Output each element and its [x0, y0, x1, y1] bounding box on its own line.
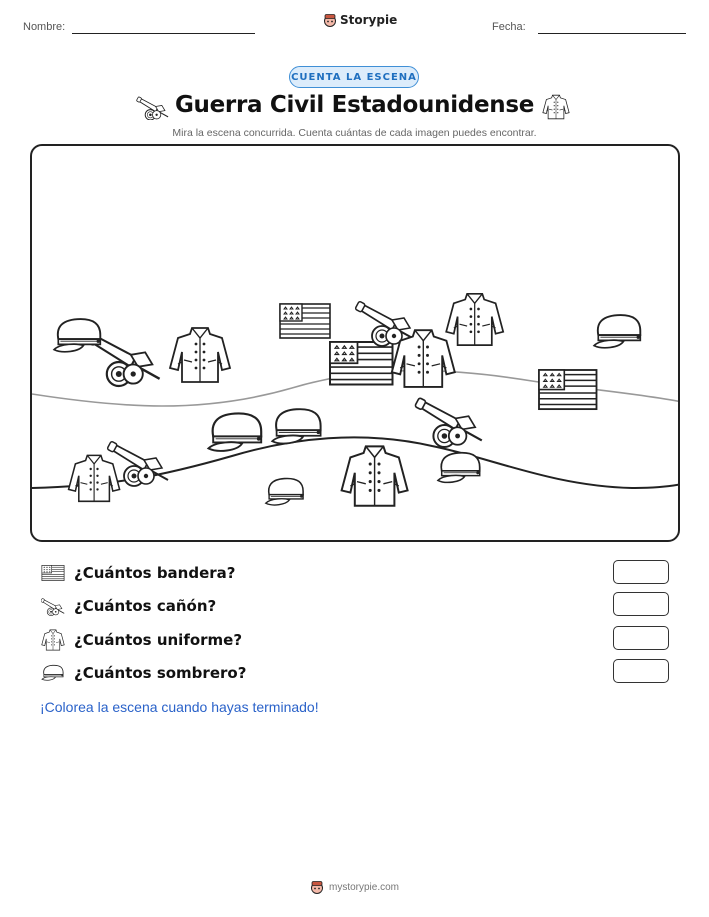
question-text: ¿Cuántos uniforme? — [74, 631, 243, 649]
uniform-icon — [446, 294, 503, 345]
hat-icon — [594, 315, 640, 348]
activity-badge: CUENTA LA ESCENA — [289, 66, 419, 88]
cannon-icon — [415, 398, 482, 447]
storypie-mascot-icon — [310, 880, 324, 894]
hat-icon — [41, 662, 65, 684]
coloring-note: ¡Colorea la escena cuando hayas terminado! — [40, 699, 319, 715]
hat-icon — [208, 413, 261, 450]
footer-url[interactable]: mystorypie.com — [328, 881, 399, 893]
flag-icon — [41, 562, 65, 584]
brand-logo — [323, 13, 397, 27]
answer-box-flag[interactable] — [613, 560, 669, 584]
flag-icon — [280, 304, 330, 338]
uniform-icon — [69, 455, 120, 501]
answer-box-uniform[interactable] — [613, 626, 669, 650]
answer-box-cannon[interactable] — [613, 592, 669, 616]
uniform-icon — [41, 629, 65, 651]
uniform-icon — [342, 446, 408, 505]
uniform-icon — [170, 328, 230, 382]
hat-icon — [266, 478, 303, 505]
name-line[interactable] — [72, 33, 255, 34]
page-title: Guerra Civil Estadounidense — [174, 92, 535, 118]
flag-icon — [539, 370, 597, 409]
question-row-cannon — [41, 593, 216, 619]
brand-name: Storypie — [340, 13, 398, 27]
hat-icon — [272, 409, 320, 443]
answer-box-hat[interactable] — [613, 659, 669, 683]
hat-icon — [438, 453, 480, 483]
storypie-mascot-icon — [323, 13, 337, 27]
question-row-uniform — [41, 627, 242, 653]
footer — [0, 880, 709, 894]
question-row-flag — [41, 560, 235, 586]
cannon-icon — [41, 595, 65, 617]
question-row-hat — [41, 660, 246, 686]
date-label: Fecha: — [492, 21, 526, 33]
uniform-icon — [542, 92, 570, 122]
scene-illustration — [32, 146, 680, 542]
flag-icon — [330, 342, 393, 385]
search-scene — [30, 144, 680, 542]
hat-icon — [54, 319, 100, 352]
date-line[interactable] — [538, 33, 686, 34]
question-text: ¿Cuántos sombrero? — [74, 664, 247, 682]
instructions: Mira la escena concurrida. Cuenta cuántas de cada imagen puedes encontrar. — [172, 127, 537, 139]
name-label: Nombre: — [23, 21, 66, 33]
question-text: ¿Cuántos cañón? — [74, 597, 217, 615]
question-text: ¿Cuántos bandera? — [74, 564, 236, 582]
